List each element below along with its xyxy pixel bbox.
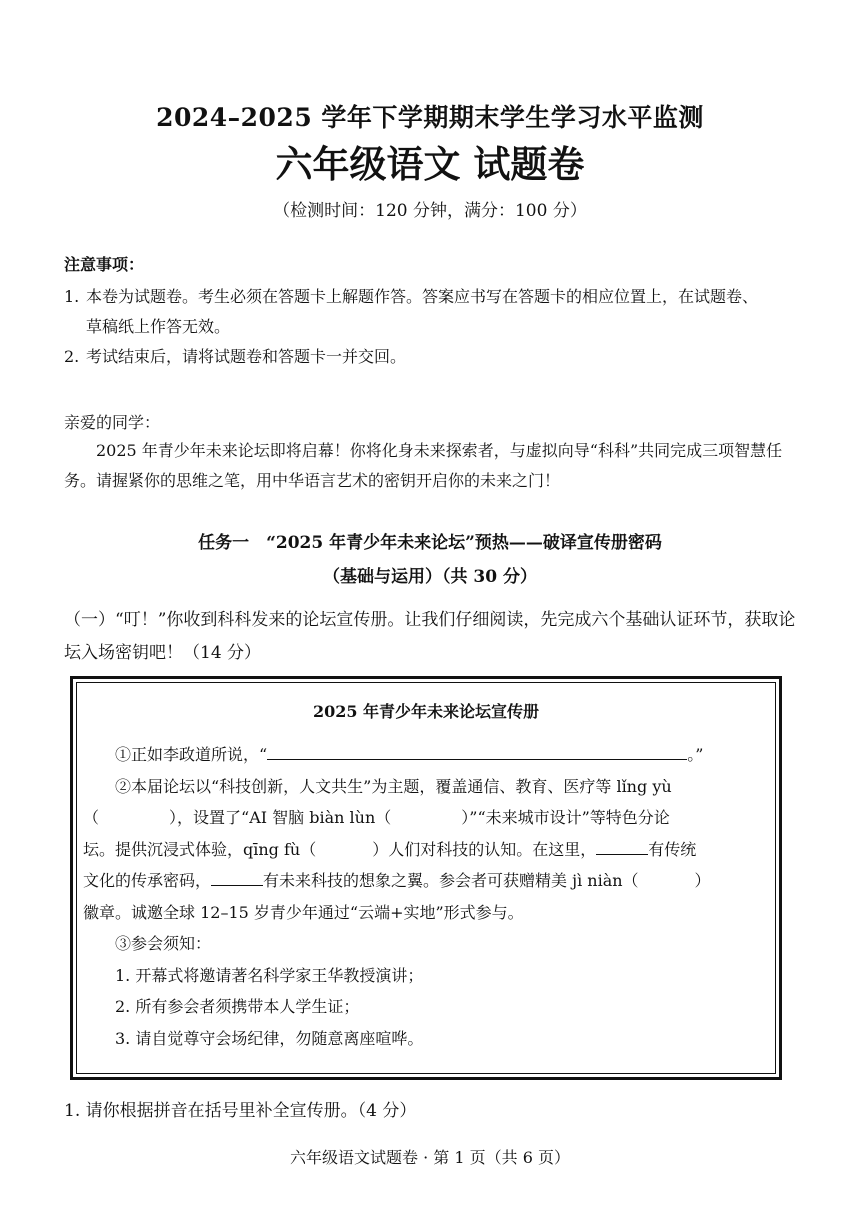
brochure-text [83,739,773,1054]
notice-item-2-num: 2. [64,347,80,366]
brochure-p2-f: ）人们对科技的认知。在这里， [372,839,597,859]
exam-subtitle: （检测时间：120 分钟，满分：100 分） [273,201,587,221]
brochure-p2-c: ），设置了“AI 智脑 biàn lùn（ [169,808,392,827]
brochure-p2-line1 [83,771,773,803]
brochure-rule-3: 3. 请自觉尊守会场纪律，勿随意离座喧哗。 [115,1028,424,1048]
brochure-p2-d: ）”“未来城市设计”等特色分论 [461,808,670,827]
brochure-box [70,676,782,1080]
brochure-p2-j: ） [694,871,711,890]
notice-heading: 注意事项： [64,255,145,274]
question-1: 1. 请你根据拼音在括号里补全宣传册。（4 分） [64,1101,417,1121]
brochure-p2-line3 [83,834,773,866]
quote-blank[interactable] [267,742,687,760]
notice-item-1-line2: 草稿纸上作答无效。 [86,317,231,336]
brochure-p2-line5 [83,897,773,929]
task1-subtitle: （基础与运用）（共 30 分） [323,567,537,587]
section1-intro: （一）“叮！”你收到科科发来的论坛宣传册。让我们仔细阅读，先完成六个基础认证环节，获取论坛入场密钥吧！（14 分） [64,610,796,663]
greeting: 亲爱的同学： [64,413,161,432]
brochure-p1-end: 。” [687,745,704,764]
brochure-p2-a: ②本届论坛以“科技创新，人文共生”为主题，覆盖通信、教育、医疗等 lǐng yù [115,776,672,796]
brochure-p1 [83,739,773,771]
brochure-p2-k: 徽章。诚邀全球 12–15 岁青少年通过“云端+实地”形式参与。 [83,902,524,922]
brochure-p2-i: 有未来科技的想象之翼。参会者可获赠精美 jì niàn（ [263,871,639,890]
notice-item-1 [64,282,804,342]
task1-title: 任务一 “2025 年青少年未来论坛”预热——破译宣传册密码 [198,533,662,553]
notice-item-2-text: 考试结束后，请将试题卷和答题卡一并交回。 [86,347,407,366]
brochure-rule-2: 2. 所有参会者须携带本人学生证； [115,997,360,1016]
notice-item-1-line1: 本卷为试题卷。考生必须在答题卡上解题作答。答案应书写在答题卡的相应位置上，在试题卷、 [86,287,759,306]
paren-open-lingyu: （ [83,808,100,827]
brochure-title: 2025 年青少年未来论坛宣传册 [312,702,540,721]
notice-item-1-num: 1. [64,287,80,306]
blank-1[interactable] [596,837,648,855]
page-footer: 六年级语文试题卷 · 第 1 页（共 6 页） [290,1148,570,1167]
notice-item-2 [64,342,804,372]
exam-title-line2: 六年级语文 试题卷 [275,143,585,186]
brochure-p2-g: 有传统 [648,839,697,859]
blank-2[interactable] [211,868,263,886]
brochure-rule-1: 1. 开幕式将邀请著名科学家王华教授演讲； [115,965,424,985]
exam-title-line1: 2024–2025 学年下学期期末学生学习水平监测 [156,103,704,132]
brochure-p3-head: ③参会须知： [115,934,212,953]
brochure-p2-line2 [83,802,773,834]
brochure-p2-h: 文化的传承密码， [83,871,212,890]
brochure-p2-line4 [83,865,773,897]
brochure-p2-e: 坛。提供沉浸式体验，qīng fù（ [83,839,317,859]
brochure-p1-start: ①正如李政道所说，“ [115,745,268,764]
intro-paragraph: 2025 年青少年未来论坛即将启幕！你将化身未来探索者，与虚拟向导“科科”共同完成三项智慧任务。请握紧你的思维之笔，用中华语言艺术的密钥开启你的未来之门！ [64,441,783,490]
